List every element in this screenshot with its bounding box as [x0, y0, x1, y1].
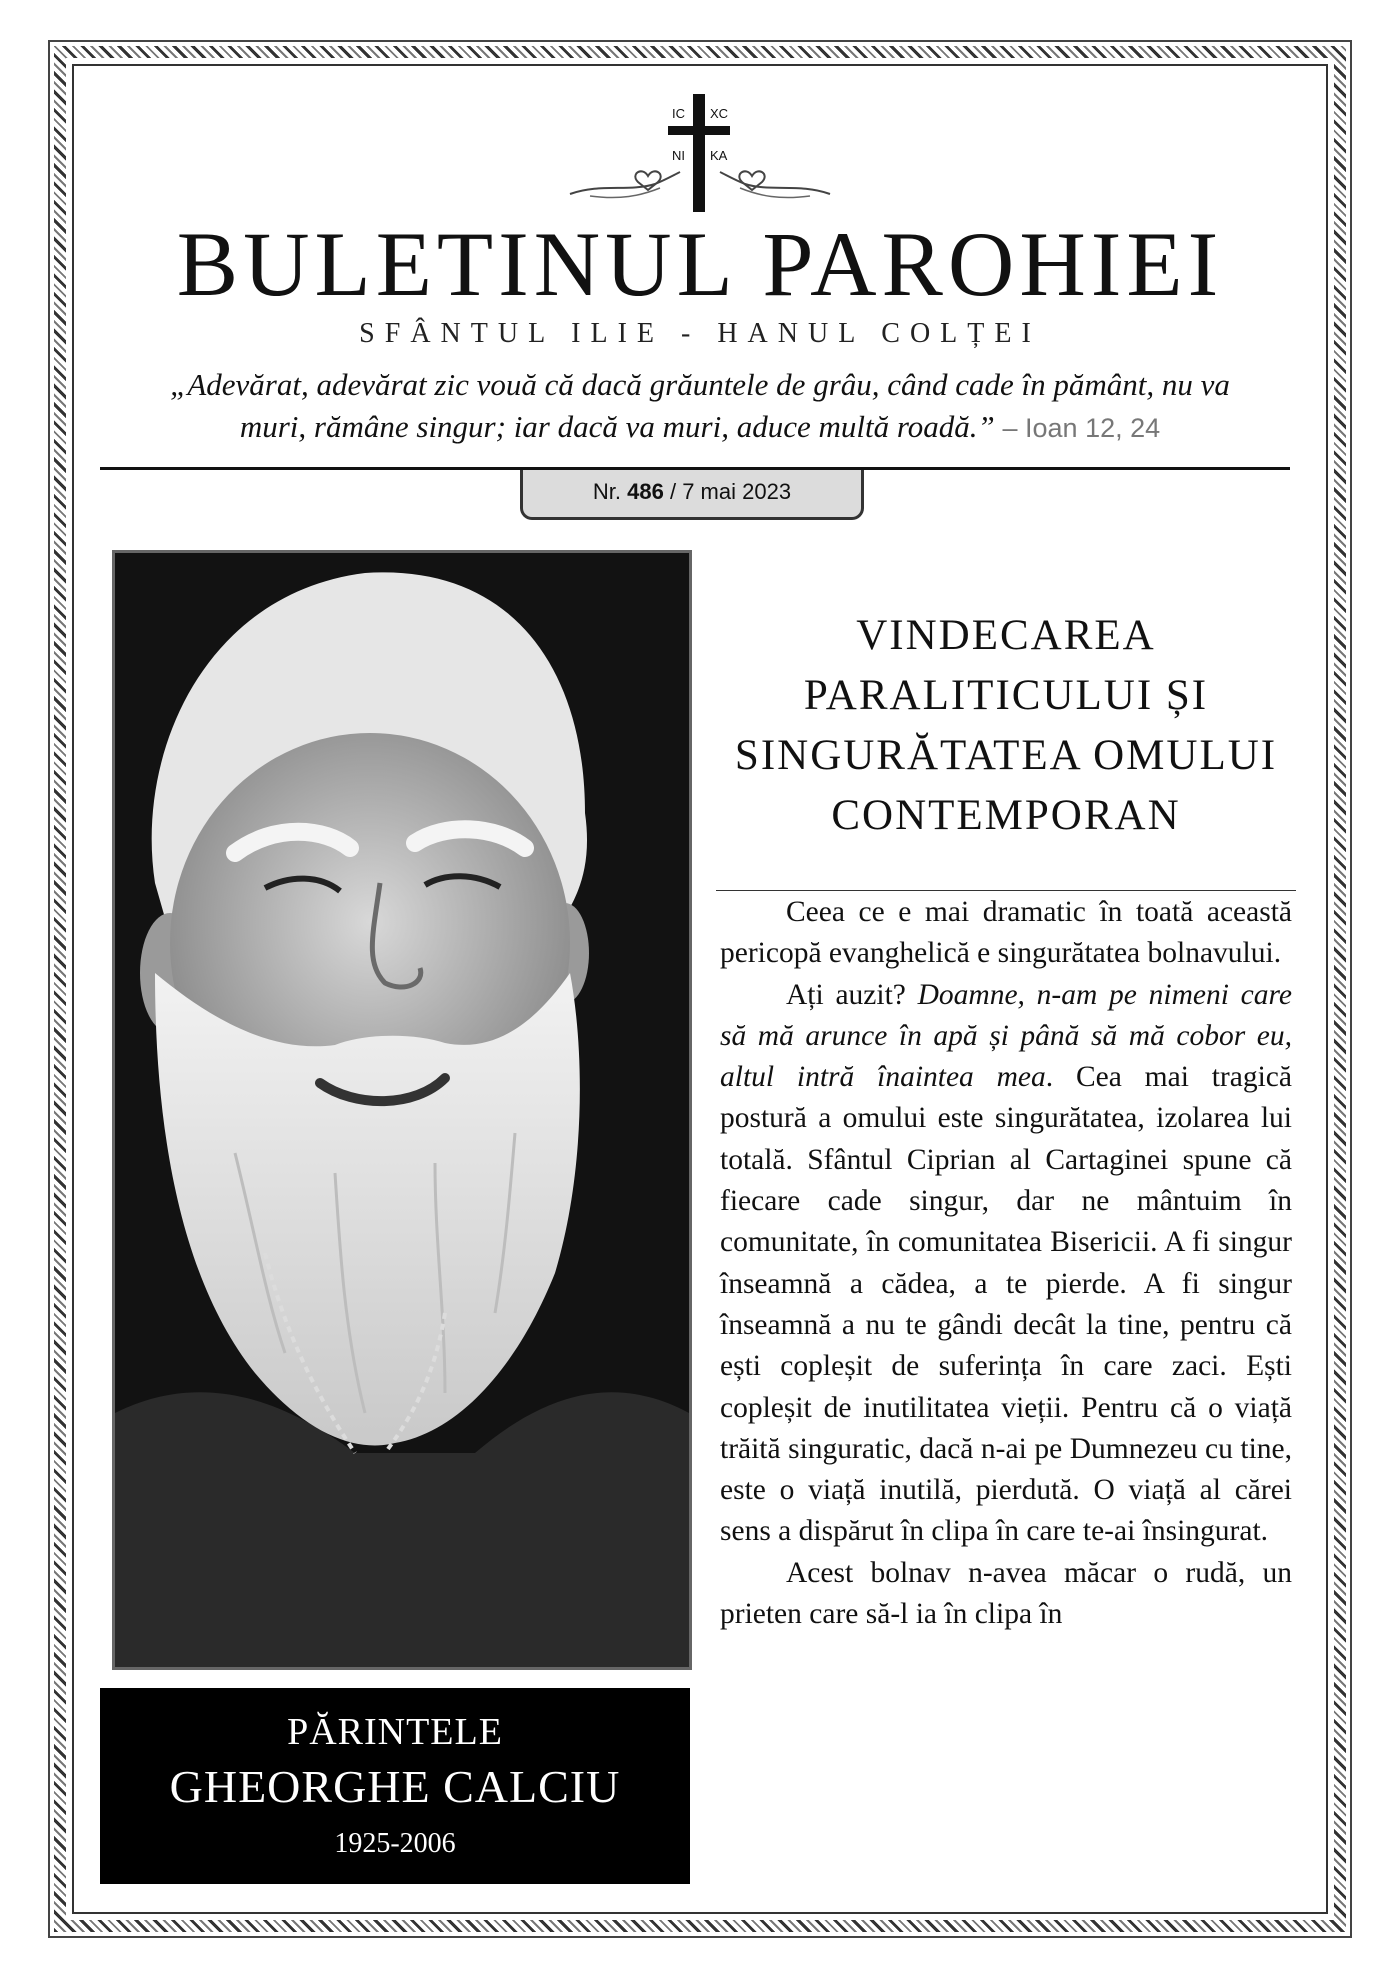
scripture-motto: [110, 364, 1290, 449]
emblem-xc: XC: [710, 106, 729, 121]
paragraph-2-text: . Cea mai tragică postură a omului este singurătatea, izolarea lui totală. Sfântul Ciprian al Cartaginei spune că fiecare cade singur, dar ne mântuim în comunitate, în comunitatea Bisericii. A fi singur înseamnă a cădea, a te pierde. A fi singur înseamnă a nu te gândi decât la tine, pentru că ești copleșit de suferința în care zaci. Ești copleșit de inutilitatea vieții. Pentru că o viață trăită singuratic, dacă n-ai pe Dumnezeu cu tine, este o viață inutilă, pierdută. O viață al cărei sens a dispărut în clipa în care te-ai însingurat.: [720, 1061, 1292, 1548]
issue-number: 486: [627, 479, 664, 504]
caption-name: GHEORGHE CALCIU: [169, 1761, 621, 1812]
article-divider: [716, 890, 1296, 891]
bulletin-title: BULETINUL PAROHIEI: [176, 213, 1224, 315]
motto-reference: – Ioan 12, 24: [1002, 413, 1161, 443]
issue-date: / 7 mai 2023: [663, 479, 792, 504]
motto-line-1: „Adevărat, adevărat zic vouă că dacă grăuntele de grâu, când cade în pământ, nu va: [170, 367, 1230, 402]
issue-prefix: Nr.: [592, 479, 628, 504]
paragraph-2-intro: Ați auzit?: [786, 978, 918, 1011]
article-paragraph-3: Acest bolnav n-avea măcar o rudă, un prieten care să-l ia în clipa în: [720, 1556, 1292, 1631]
orthodox-cross-icon: [560, 88, 840, 218]
parish-name: SFÂNTUL ILIE - HANUL COLȚEI: [359, 318, 1041, 349]
paragraph-2-quote: Doamne, n-am pe nimeni care să mă arunce în apă și până să mă cobor eu, altul intră înaintea mea: [720, 978, 1292, 1094]
caption-years: 1925-2006: [334, 1828, 456, 1859]
emblem-ni: NI: [672, 148, 685, 163]
caption-title: PĂRINTELE: [287, 1711, 503, 1753]
article-paragraph-2: [720, 975, 1292, 1553]
article-body: [720, 892, 1292, 1635]
emblem-ka: KA: [710, 148, 728, 163]
article-headline: VINDECAREA PARALITICULUI ȘI SINGURĂTATEA OMULUI CONTEMPORAN: [734, 612, 1278, 839]
photo-caption: [100, 1688, 690, 1884]
emblem-ic: IC: [672, 106, 685, 121]
motto-line-2: muri, rămâne singur; iar dacă va muri, aduce multă roadă.”: [239, 409, 995, 444]
issue-tab: [520, 470, 864, 520]
portrait-photo: [112, 550, 692, 1670]
article-paragraph-1: Ceea ce e mai dramatic în toată această pericopă evanghelică e singurătatea bolnavului.: [720, 896, 1292, 970]
